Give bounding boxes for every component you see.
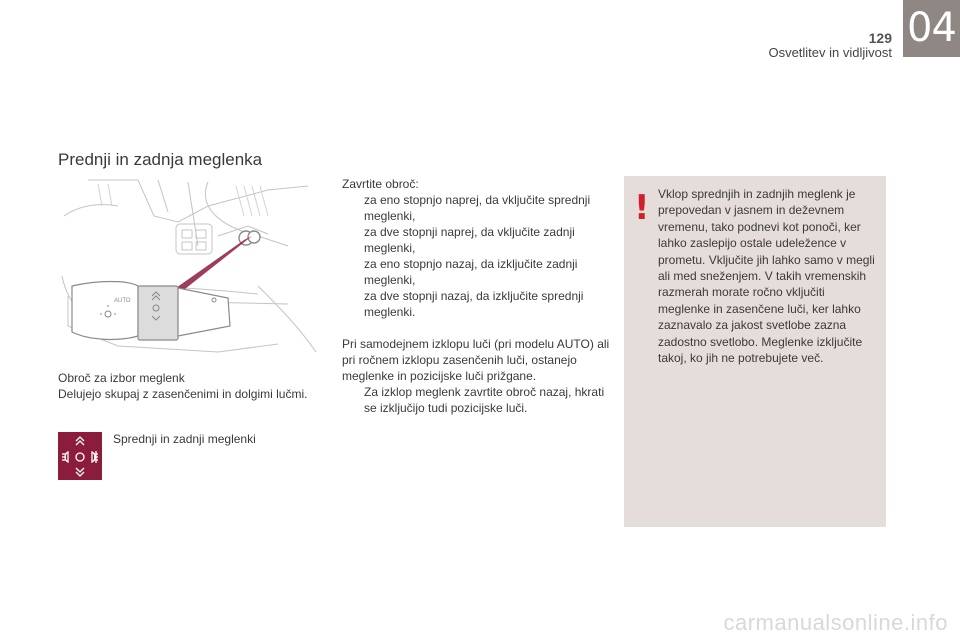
caption-line-1: Obroč za izbor meglenk (58, 371, 185, 385)
auto-list (342, 384, 610, 416)
auto-label: AUTO (114, 298, 131, 304)
warning-text: Vklop sprednjih in zadnjih meglenk je prepovedan v jasnem in deževnem vremenu, tako podnevi kot ponoči, ker lahko zaslepijo ostale udeležence v prometu. Vključite jih lahko samo v megli ali med sneženjem. V takih vremenskih razmerah morate ročno vključiti meglenke in zasenčene luči, ker lahko zaznavalo za jakost svetlobe zazna zadostno svetlobo. Meglenke izključite takoj, ko jih ne potrebujete več. (658, 187, 875, 366)
warning-icon: ! (634, 188, 650, 228)
auto-paragraph: Pri samodejnem izklopu luči (pri modelu AUTO) ali pri ročnem izklopu zasenčenih luči, ostanejo meglenke in pozicijske luči prižgane. (342, 337, 610, 383)
caption (58, 370, 328, 402)
page-heading: Prednji in zadnja meglenka (58, 150, 263, 169)
list-item: Za izklop meglenk zavrtite obroč nazaj, hkrati se izključijo tudi pozicijske luči. (364, 385, 605, 415)
instructions-list (342, 192, 610, 320)
chapter-tab: 04 (903, 0, 960, 57)
list-item: za eno stopnjo naprej, da vključite sprednji meglenki, (364, 193, 591, 223)
caption-line-2: Delujejo skupaj z zasenčenimi in dolgimi lučmi. (58, 387, 308, 401)
list-item: za dve stopnji naprej, da vključite zadnji meglenki, (364, 225, 575, 255)
section-title: Osvetlitev in vidljivost (768, 45, 892, 60)
page-number: 129 (868, 30, 892, 46)
instructions-column (342, 176, 610, 416)
symbol-label: Sprednji in zadnji meglenki (113, 432, 256, 446)
stalk-illustration (58, 176, 320, 362)
list-item: za dve stopnji nazaj, da izključite sprednji meglenki. (364, 289, 584, 319)
warning-box (624, 176, 886, 527)
fog-light-symbol (58, 432, 102, 480)
watermark: carmanualsonline.info (723, 610, 948, 635)
list-item: za eno stopnjo nazaj, da izključite zadnji meglenki, (364, 257, 578, 287)
fog-lamp-icon (58, 432, 102, 480)
instructions-intro: Zavrtite obroč: (342, 177, 419, 191)
